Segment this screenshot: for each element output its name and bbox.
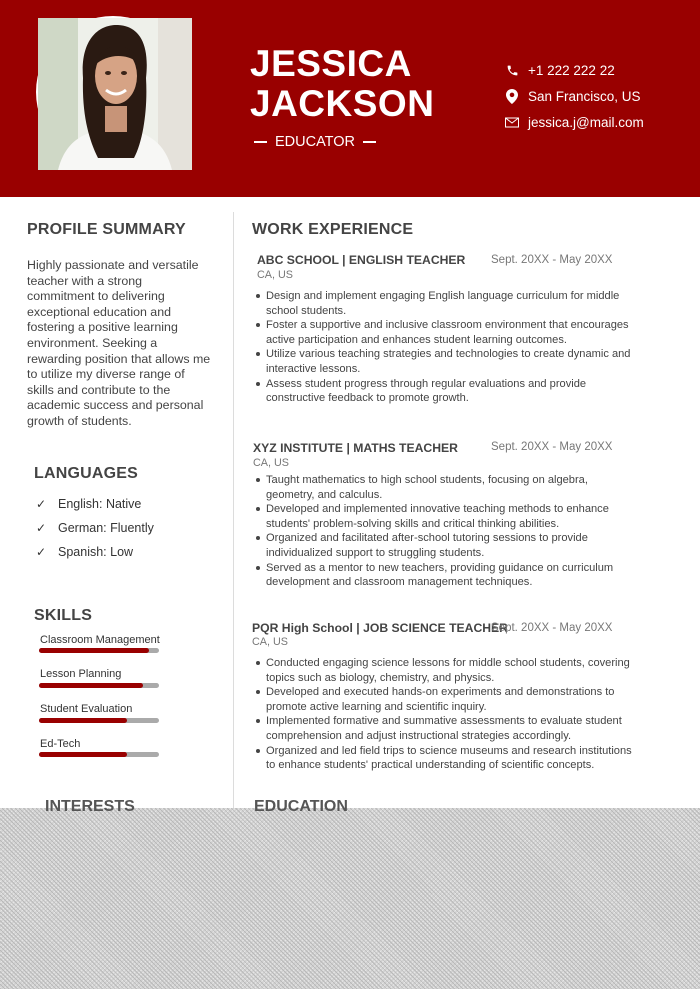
contact-phone xyxy=(504,62,615,78)
skill-bar-track xyxy=(39,648,159,653)
job-bullet-list xyxy=(254,473,634,590)
job-bullet: Served as a mentor to new teachers, providing guidance on curriculum development and classroom management techniques. xyxy=(254,561,634,590)
check-icon: ✓ xyxy=(36,497,47,511)
skill-label: Student Evaluation xyxy=(40,703,133,715)
profile-summary-heading: PROFILE SUMMARY xyxy=(27,221,186,238)
contact-email xyxy=(504,114,644,130)
location-pin-icon xyxy=(504,88,520,104)
skill-bar-track xyxy=(39,752,159,757)
skill-bar-track xyxy=(39,683,159,688)
education-heading-partial: EDUCATION xyxy=(254,798,348,815)
job-bullet: Design and implement engaging English language curriculum for middle school students. xyxy=(254,289,634,318)
phone-icon xyxy=(504,62,520,78)
first-name: JESSICA xyxy=(250,43,412,84)
job-location: CA, US xyxy=(252,636,288,648)
role-dash-left xyxy=(254,141,267,143)
resume-header xyxy=(0,0,700,197)
language-item xyxy=(36,497,141,511)
job-location: CA, US xyxy=(257,269,293,281)
check-icon: ✓ xyxy=(36,521,47,535)
job-bullet: Utilize various teaching strategies and technologies to create dynamic and interactive lessons. xyxy=(254,347,634,376)
job-bullet: Organized and facilitated after-school tutoring sessions to provide individualized support to struggling students. xyxy=(254,531,634,560)
role-dash-right xyxy=(363,141,376,143)
skill-bar-fill xyxy=(39,648,149,653)
skill-bar-fill xyxy=(39,718,127,723)
skills-heading: SKILLS xyxy=(34,607,93,624)
work-experience-heading: WORK EXPERIENCE xyxy=(252,221,414,238)
skill-bar-track xyxy=(39,718,159,723)
skill-label: Ed-Tech xyxy=(40,738,81,750)
language-text: Spanish: Low xyxy=(58,545,134,559)
location-text: San Francisco, US xyxy=(528,88,641,104)
job-location: CA, US xyxy=(253,457,289,469)
role-text: EDUCATOR xyxy=(275,134,356,150)
languages-heading: LANGUAGES xyxy=(34,465,139,482)
column-divider xyxy=(233,212,234,808)
last-name: JACKSON xyxy=(250,83,435,124)
job-bullet-list xyxy=(254,289,634,406)
interests-heading-partial: INTERESTS xyxy=(45,798,135,815)
job-bullet: Conducted engaging science lessons for middle school students, covering topics such as biology, chemistry, and physics. xyxy=(254,656,634,685)
profile-photo xyxy=(36,16,190,168)
skill-label: Lesson Planning xyxy=(40,668,122,680)
contact-location xyxy=(504,88,641,104)
language-item xyxy=(36,545,133,559)
mail-icon xyxy=(504,114,520,130)
profile-summary-text: Highly passionate and versatile teacher with a strong commitment to delivering exceptional education and fostering a positive learning environment. Seeking a rewarding position that allows me to utilize my diverse range of skills and contribute to the academic success and personal growth of students. xyxy=(27,258,211,428)
job-bullet: Developed and implemented innovative teaching methods to enhance students' problem-solving skills and critical thinking abilities. xyxy=(254,502,634,531)
language-text: English: Native xyxy=(58,497,142,511)
candidate-name xyxy=(250,44,434,124)
language-text: German: Fluently xyxy=(58,521,154,535)
job-bullet: Foster a supportive and inclusive classroom environment that encourages active participation and enhances student learning outcomes. xyxy=(254,318,634,347)
job-title: PQR High School | JOB SCIENCE TEACHER xyxy=(252,621,508,635)
check-icon: ✓ xyxy=(36,545,47,559)
job-bullet: Implemented formative and summative assessments to evaluate student comprehension and adjust instructional strategies accordingly. xyxy=(254,714,634,743)
job-bullet-list xyxy=(254,656,634,773)
job-dates: Sept. 20XX - May 20XX xyxy=(491,622,613,634)
job-role xyxy=(254,134,384,150)
job-bullet: Taught mathematics to high school students, focusing on algebra, geometry, and calculus. xyxy=(254,473,634,502)
phone-text[interactable]: +1 222 222 22 xyxy=(528,62,615,78)
skill-bar-fill xyxy=(39,752,127,757)
skill-label: Classroom Management xyxy=(40,634,160,646)
skill-bar-fill xyxy=(39,683,143,688)
obscured-preview-area xyxy=(0,798,700,989)
job-bullet: Organized and led field trips to science museums and research institutions to enhance students' practical understanding of scientific concepts. xyxy=(254,744,634,773)
job-dates: Sept. 20XX - May 20XX xyxy=(491,441,613,453)
job-bullet: Developed and executed hands-on experiments and demonstrations to promote active learning and scientific inquiry. xyxy=(254,685,634,714)
job-title: XYZ INSTITUTE | MATHS TEACHER xyxy=(253,441,458,455)
language-item xyxy=(36,521,154,535)
email-text[interactable]: jessica.j@mail.com xyxy=(528,114,644,130)
job-bullet: Assess student progress through regular evaluations and provide constructive feedback to promote growth. xyxy=(254,377,634,406)
job-title: ABC SCHOOL | ENGLISH TEACHER xyxy=(257,253,466,267)
job-dates: Sept. 20XX - May 20XX xyxy=(491,254,613,266)
